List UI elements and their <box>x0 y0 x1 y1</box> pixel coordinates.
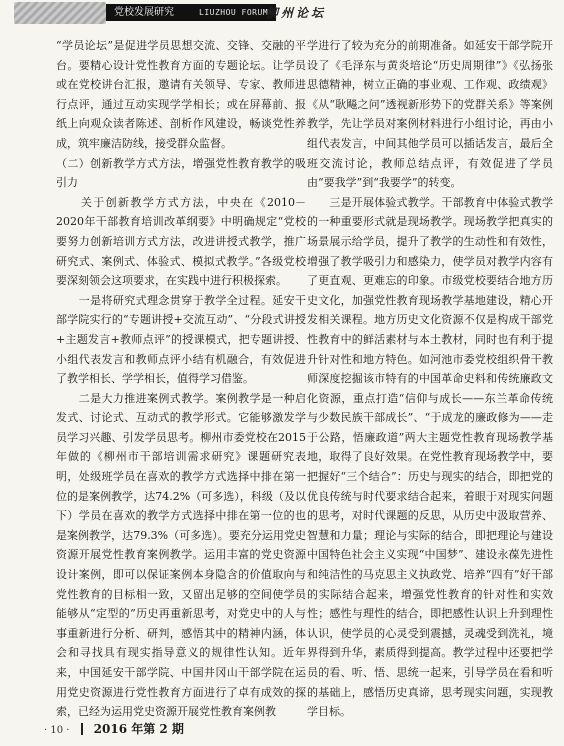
subsection-heading: （二）创新教学方式方法，增强党性教育教学的吸引力 <box>56 156 306 190</box>
left-column <box>56 36 306 722</box>
paragraph: 关于创新教学方式方法，中央在《2010－2020年干部教育培训改革纲要》中明确规定“党校要努力创新培训方式方法，改进讲授式教学，推广研究式、案例式、体验式、模拟式教学。”各级党校要深刻领会这项要求，在实践中进行积极探索。 <box>56 195 306 288</box>
page-header <box>0 0 564 28</box>
header-brand: 柳州论坛 <box>266 6 327 20</box>
footer-divider <box>81 723 83 735</box>
paragraph: 学进行了较为充分的前期准备。如延安干部学院开设了《毛泽东与黄炎培论“历史周期律”》《弘扬张思德精神，树立正确的事业观、工作观、政绩观》《从“耿飚之问”透视新形势下的党群关系》等案例教学，先让学员对案例材料进行小组讨论，再由小组代表发言，中间其他学员可以插话发言，最后全班交流讨论，教师总结点评，有效促进了学员由“要我学”到“我要学”的转变。 <box>307 39 553 190</box>
paragraph: 二是大力推进案例式教学。案例教学是一种启发式、讨论式、互动式的教学形式。它能够激发学员学习兴趣、引发学员思考。柳州市委党校在2015年做的《柳州市干部培训需求研究》课题研究表明，处级班学员在喜欢的教学方式选择中排在第一位的是案例教学，达74.2%（可多选），科级（及以下）学员在喜欢的教学方式选择中排在第一位的也是案例教学，达79.3%（可多选）。要充分运用党史资源开展党性教育案例教学。运用丰富的党史资源设计案例，即可以保证案例本身隐含的价值取向与党性教育的目标相一致，又留出足够的空间使学员能够从“定型的”历史再重新思考，对党史中的人与事重新进行分析、研判，感悟其中的精神内涵，体会和寻找具有现实指导意义的规律性认知。近年来，中国延安干部学院、中国井冈山干部学院在运用党史资源进行党性教育方面进行了卓有成效的探索，已经为运用党史资源开展党性教育案例教 <box>56 391 306 719</box>
paragraph: “学员论坛”是促进学员思想交流、交锋、交融的平台。要精心设计党性教育方面的专题论坛。让学员或在党校讲台汇报，邀请有关领导、专家、教师进行点评，通过互动实现学学相长；或在屏幕前、报纸上向观众读者陈述、剖析作风建设，畅谈党性养成，筑牢廉洁防线，接受群众监督。 <box>56 39 306 150</box>
right-column <box>307 36 553 722</box>
header-decoration <box>14 2 106 24</box>
paragraph: 三是开展体验式教学。干部教育中体验式教学的一种重要形式就是现场教学。现场教学把真实的场景展示给学员，提升了教学的生动性和有效性，增强了教学吸引力和感染力，使学员对教学内容有了更直观、更难忘的印象。市级党校要结合地方历史文化，加强党性教育现场教学基地建设，精心开发相关课程。地方历史文化资源不仅是构成干部党性教育中的鲜活素材与本土教材，同时也有利于提升针对性和地方特色。如河池市委党校组织骨干教师深度挖掘该市特有的中国革命史料和传统廉政文化资源，重点打造“信仰与成长——东兰革命传统与少数民族干部成长”、“于成龙的廉政修为——走于公路，悟廉政道”两大主题党性教育现场教学基地，取得了良好效果。在党性教育现场教学中，要把握好“三个结合”：历史与现实的结合，即把党的优良传统与时代要求结合起来，着眼于对现实问题的思考，对时代课题的反思，从历史中汲取营养、智慧和力量；理论与实际的结合，即把理论与建设中国特色社会主义实现“中国梦”、建设永葆先进性和纯洁性的马克思主义执政党、培养“四有”好干部的实际结合起来，增强党性教育的针对性和实效性；感性与理性的结合，即把感性认识上升到理性认识，使学员的心灵受到震撼，灵魂受到洗礼，境界得到升华，素质得到提高。教学过程中还要把学员的看、听、悟、思统一起来，引导学员在看和听的基础上，感悟历史真谛，思考现实问题，实现教学目标。 <box>307 195 553 719</box>
page-number: · 10 · <box>44 725 70 736</box>
page-footer <box>44 718 184 734</box>
header-forum-label: LIUZHOU FORUM <box>199 8 269 17</box>
header-section-title: 党校发展研究 <box>106 4 276 21</box>
issue-label: 2016 年第 2 期 <box>93 722 184 736</box>
paragraph: 一是将研究式理念贯穿于教学全过程。延安干部学院实行的“专题讲授+交流互动”、“分段式讲授+主题发言+教师点评”的授课模式，把专题讲授、小组代表发言和教师点评小结有机融合，有效促进了教学相长、学学相长，值得学习借鉴。 <box>56 293 306 386</box>
